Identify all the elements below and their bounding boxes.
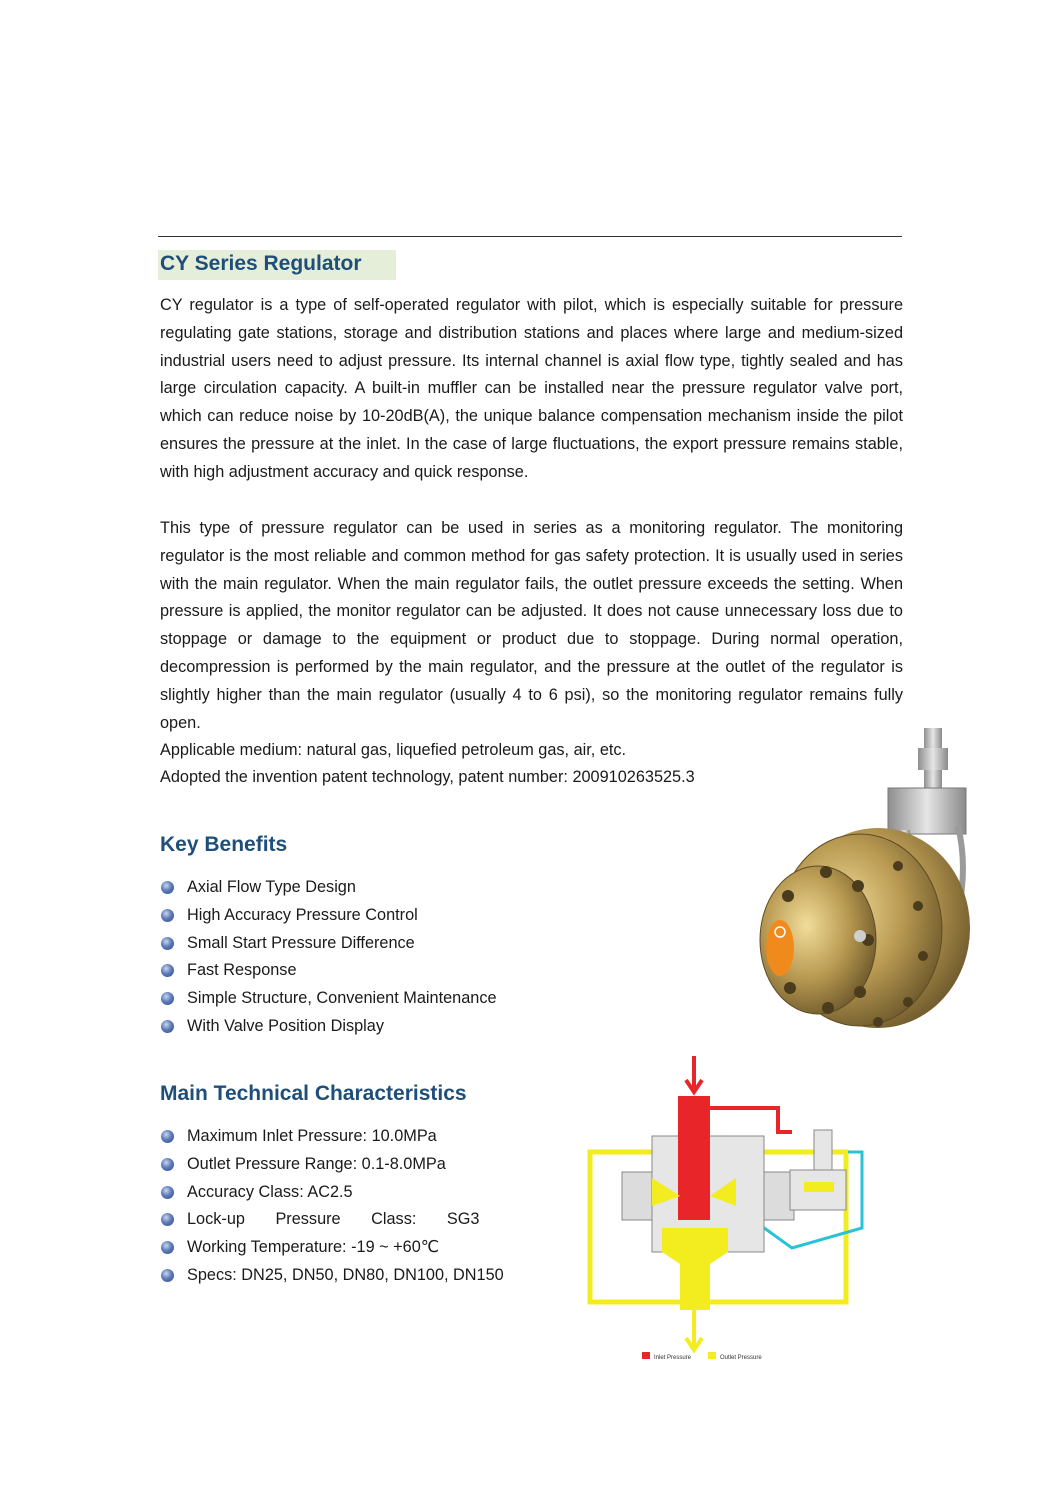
legend-inlet-label: Inlet Pressure bbox=[654, 1355, 692, 1361]
list-item: Accuracy Class: AC2.5 bbox=[160, 1179, 504, 1207]
regulator-product-photo bbox=[748, 726, 984, 1032]
list-item: Axial Flow Type Design bbox=[160, 874, 497, 902]
benefits-list bbox=[160, 874, 497, 1041]
legend-outlet-label: Outlet Pressure bbox=[720, 1355, 762, 1361]
page-title: CY Series Regulator bbox=[160, 252, 362, 275]
applicable-medium: Applicable medium: natural gas, liquefied petroleum gas, air, etc. bbox=[160, 741, 627, 759]
bullet-icon bbox=[161, 1130, 174, 1143]
list-item: Outlet Pressure Range: 0.1-8.0MPa bbox=[160, 1151, 504, 1179]
bullet-icon bbox=[161, 1269, 174, 1282]
list-item: Maximum Inlet Pressure: 10.0MPa bbox=[160, 1123, 504, 1151]
bullet-icon bbox=[161, 1213, 174, 1226]
technical-list bbox=[160, 1123, 504, 1290]
technical-heading: Main Technical Characteristics bbox=[160, 1082, 467, 1105]
pressure-schematic-diagram bbox=[582, 1052, 872, 1364]
list-item: Fast Response bbox=[160, 957, 497, 985]
list-item: Working Temperature: -19 ~ +60℃ bbox=[160, 1234, 504, 1262]
bullet-icon bbox=[161, 1020, 174, 1033]
list-item: Specs: DN25, DN50, DN80, DN100, DN150 bbox=[160, 1262, 504, 1290]
patent-info: Adopted the invention patent technology, patent number: 200910263525.3 bbox=[160, 768, 695, 786]
bullet-icon bbox=[161, 909, 174, 922]
list-item: Simple Structure, Convenient Maintenance bbox=[160, 985, 497, 1013]
bullet-icon bbox=[161, 881, 174, 894]
bullet-icon bbox=[161, 1186, 174, 1199]
description-paragraph-2: This type of pressure regulator can be used in series as a monitoring regulator. The monitoring regulator is the most reliable and common method for gas safety protection. It is usually used in series with the main regulator. When the main regulator fails, the outlet pressure exceeds the setting. When pressure is applied, the monitor regulator can be adjusted. It does not cause unnecessary loss due to stoppage or damage to the equipment or product due to stoppage. During normal operation, decompression is performed by the main regulator, and the pressure at the outlet of the regulator is slightly higher than the main regulator (usually 4 to 6 psi), so the monitoring regulator remains fully open. bbox=[160, 519, 903, 732]
list-item: High Accuracy Pressure Control bbox=[160, 902, 497, 930]
list-item: Small Start Pressure Difference bbox=[160, 930, 497, 958]
bullet-icon bbox=[161, 1241, 174, 1254]
bullet-icon bbox=[161, 1158, 174, 1171]
bullet-icon bbox=[161, 964, 174, 977]
key-benefits-heading: Key Benefits bbox=[160, 833, 288, 856]
bullet-icon bbox=[161, 937, 174, 950]
legend-outlet-swatch bbox=[708, 1352, 716, 1359]
list-item: Lock-up Pressure Class: SG3 bbox=[160, 1206, 504, 1234]
section-title-box bbox=[158, 250, 396, 280]
bullet-icon bbox=[161, 992, 174, 1005]
list-item: With Valve Position Display bbox=[160, 1013, 497, 1041]
header-rule bbox=[158, 236, 902, 237]
legend-inlet-swatch bbox=[642, 1352, 650, 1359]
description-paragraph-1: CY regulator is a type of self-operated regulator with pilot, which is especially suitable for pressure regulating gate stations, storage and distribution stations and places where large and medium-sized industrial users need to adjust pressure. Its internal channel is axial flow type, tightly sealed and has large circulation capacity. A built-in muffler can be installed near the pressure regulator valve port, which can reduce noise by 10-20dB(A), the unique balance compensation mechanism inside the pilot ensures the pressure at the inlet. In the case of large fluctuations, the export pressure remains stable, with high adjustment accuracy and quick response. bbox=[160, 296, 903, 481]
